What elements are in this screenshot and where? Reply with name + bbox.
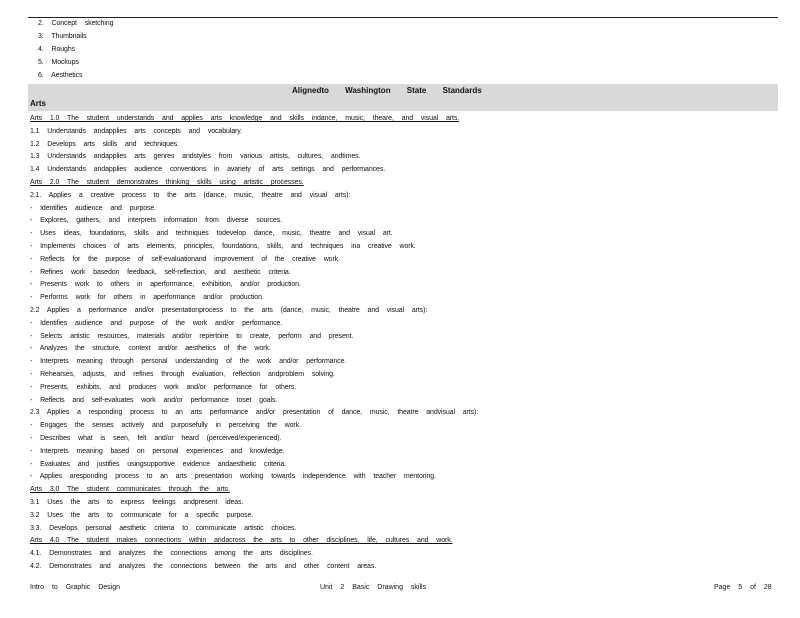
standard-line: - Identifies audience and purpose of the work and/or performance.: [30, 319, 283, 327]
standard-line: - Implements choices of arts elements, principles, foundations, skills, and techniques ina creative work.: [30, 243, 416, 250]
footer-unit: Unit 2 Basic Drawing skills: [320, 584, 427, 591]
standard-line: - Presents work to others in aperformance, exhibition, and/or production.: [30, 281, 301, 289]
standard-line: - Analyzes the structure, context and/or aesthetics of the work.: [30, 345, 271, 353]
standard-line: 1.1 Understands andapplies arts concepts and vocabulary.: [30, 127, 242, 135]
list-item: 4. Roughs: [38, 46, 76, 53]
standard-heading: Arts 1.0 The student understands and applies arts knowledge and skills indance, music, theare, and visual arts.: [30, 115, 460, 122]
standard-line: - Evaluates and justifies usingsupportive evidence andaesthetic criteria.: [30, 460, 287, 468]
standard-line: - Identifies audience and purpose.: [30, 204, 157, 212]
standard-heading: Arts 3.0 The student communicates through the arts.: [30, 486, 230, 494]
standard-line: - Selects artistic resources, materials and/or repertoire to create, perform and present.: [30, 332, 354, 340]
standard-line: 3.3. Develops personal aesthetic criteria to communicate artistic choices.: [30, 524, 297, 532]
standard-line: - Performs work for others in aperformance and/or production.: [30, 294, 264, 302]
standard-line: - Reflects for the purpose of self-evaluationand improvement of the creative work.: [30, 255, 340, 263]
standard-line: 2.3 Applies a responding process to an arts performance and/or presentation of dance, music, theatre andvisual arts):: [30, 409, 479, 417]
standard-line: - Explores, gathers, and interprets information from diverse sources.: [30, 217, 282, 225]
list-item: 6. Aesthetics: [38, 72, 83, 79]
list-item: 3. Thumbnails: [38, 33, 87, 40]
aligned-heading: Alignedto Washington State Standards: [292, 86, 482, 95]
standard-line: 2.2 Applies a performance and/or presentationprocess to the arts (dance, music, theatre and visual arts):: [30, 307, 428, 314]
standard-line: 1.3 Understands andapplies arts genres andstyles from various artists, cultures, andtimes.: [30, 153, 361, 161]
list-item: 5. Mockups: [38, 59, 79, 66]
standard-heading: Arts 4.0 The student makes connections within andacross the arts to other disciplines, life, cultures and work.: [30, 537, 453, 545]
standard-line: - Applies aresponding process to an arts presentation working towards independence with teacher mentoring.: [30, 473, 436, 481]
standard-line: 2.1. Applies a creative process to the arts (dance, music, theatre and visual arts):: [30, 191, 351, 199]
standard-line: 4.2. Demonstrates and analyzes the connections between the arts and other content areas.: [30, 563, 377, 570]
footer-page-number: Page 5 of 28: [714, 584, 772, 591]
standard-line: - Uses ideas, foundations, skills and techniques todevelop dance, music, theatre and visual art.: [30, 230, 393, 238]
standard-line: - Presents, exhibits, and produces work and/or performance for others.: [30, 383, 297, 391]
standard-line: 4.1. Demonstrates and analyzes the connections among the arts disciplines.: [30, 550, 313, 558]
arts-heading: Arts: [30, 99, 47, 108]
standard-line: - Reflects and self-evaluates work and/or performance toset goals.: [30, 396, 278, 404]
standard-line: - Engages the senses actively and purposefully in perceiving the work.: [30, 422, 301, 430]
standard-line: - Interprets meaning through personal understanding of the work and/or performance.: [30, 358, 347, 366]
list-item: 2. Concept sketching: [38, 20, 114, 27]
standard-line: - Refines work basedon feedback, self-reflection, and aesthetic criteria.: [30, 268, 291, 276]
standard-line: 3.2 Uses the arts to communicate for a specific purpose.: [30, 511, 254, 519]
standard-line: - Describes what is seen, felt and/or heard (perceived/experienced).: [30, 435, 282, 442]
standard-line: 1.4 Understands andapplies audience conventions in avariety of arts settings and performances.: [30, 166, 386, 174]
footer-course: Intro to Graphic Design: [30, 584, 120, 591]
top-rule: [28, 17, 778, 18]
standard-line: 1.2 Develops arts skills and techniques.: [30, 140, 179, 148]
standard-line: - Rehearses, adjusts, and refines through evaluation, reflection andproblem solving.: [30, 371, 335, 378]
standard-line: - Interprets meaning based on personal experiences and knowledge.: [30, 447, 285, 455]
standard-heading: Arts 2.0 The student demonstrates thinking skills using artistic processes.: [30, 179, 304, 186]
standard-line: 3.1 Uses the arts to express feelings andpresent ideas.: [30, 499, 244, 506]
standards-header-band: [28, 84, 778, 111]
